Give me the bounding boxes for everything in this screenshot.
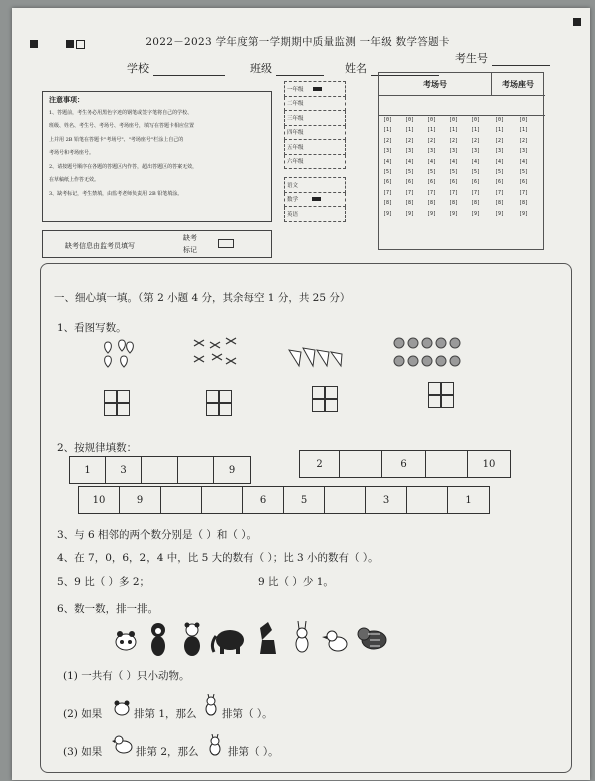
notes-heading: 注意事项： (49, 95, 84, 104)
sequence-cell[interactable]: 6 (243, 487, 284, 513)
animal-row (112, 620, 402, 660)
elephant-icon (212, 630, 244, 654)
sequence-cell[interactable] (178, 457, 214, 483)
class-field[interactable]: 班级 (250, 60, 324, 76)
question-1: 1、看图写数。 (57, 322, 127, 334)
notes-box (42, 91, 272, 222)
notes-line: 上并用 2B 铅笔在答题卡"考场号"、"考场座号"栏涂上自己的 (49, 136, 184, 143)
sequence-cell[interactable]: 6 (382, 451, 426, 477)
notes-line: 1、答题前，考生务必用黑色字迹的钢笔或签字笔将自己的学校、 (49, 109, 193, 116)
answer-box[interactable] (206, 390, 232, 416)
sequence-cell[interactable]: 9 (120, 487, 161, 513)
question-4: 4、在 7，0，6，2，4 中，比 5 大的数有（ ）；比 3 小的数有（ ）。 (57, 552, 379, 564)
sequence-cell[interactable]: 10 (482, 458, 496, 470)
question-6-2-part3: 排第（ ）。 (222, 708, 273, 720)
sequence-cell[interactable]: 9 (228, 464, 236, 476)
sequence-cell[interactable] (325, 487, 366, 513)
question-6-3-part3: 排第（ ）。 (228, 746, 279, 758)
question-3: 3、与 6 相邻的两个数分别是（ ）和（ ）。 (57, 529, 257, 541)
question-6-1: (1) 一共有（ ）只小动物。 (63, 670, 190, 682)
bubble-column[interactable]: [0] [1] [2] [3] [4] [5] [6] [7] [8] [9] (471, 117, 481, 217)
sequence-cell[interactable] (426, 451, 468, 477)
rabbit-icon (206, 734, 224, 756)
sequence-cell[interactable] (142, 457, 178, 483)
notes-line: 在草稿纸上作答无效。 (49, 177, 100, 183)
question-2: 2、按规律填数： (57, 442, 138, 454)
subject-cell[interactable]: 数学 (285, 192, 346, 207)
page-title: 2022－2023 学年度第一学期期中质量监测 一年级 数学答题卡 (145, 36, 450, 48)
panda-icon (116, 631, 136, 650)
school-field[interactable]: 学校 (127, 60, 225, 76)
circle-group-icon (392, 336, 472, 370)
absent-box (42, 230, 272, 258)
bubble-column[interactable]: [0] [1] [2] [3] [4] [5] [6] [7] [8] [9] (449, 117, 459, 217)
answer-box[interactable] (428, 382, 454, 408)
monkey-icon (151, 623, 165, 656)
absent-mark-label: 标记 (183, 246, 197, 254)
grade-cell[interactable]: 六年级 (285, 154, 346, 169)
sequence-cell[interactable] (202, 487, 243, 513)
answer-box[interactable] (104, 390, 130, 416)
rabbit-icon (296, 621, 308, 652)
panda-icon (184, 623, 200, 657)
grade-cell[interactable]: 四年级 (285, 125, 346, 140)
rabbit-icon (203, 694, 219, 716)
absent-mark-label: 缺考 (183, 234, 197, 242)
grade-cell[interactable]: 三年级 (285, 111, 346, 126)
subject-cell[interactable]: 语文 (285, 178, 346, 193)
sequence-cell[interactable]: 1 (70, 457, 106, 483)
question-6-2-part2: 排第 1，那么 (134, 708, 197, 720)
strawberry-group-icon (100, 334, 140, 374)
question-6: 6、数一数，排一排。 (57, 603, 159, 615)
bubble-sheet (378, 72, 544, 250)
pliers-group-icon (190, 334, 240, 374)
seat-number-header: 考场座号 (491, 73, 545, 96)
tiger-icon (358, 628, 386, 649)
notes-line: 考场号和考场座号。 (49, 150, 95, 156)
bubble-column[interactable]: [0] [1] [2] [3] [4] [5] [6] [7] [8] [9] (519, 117, 529, 217)
student-no-field[interactable]: 考生号 (455, 50, 550, 66)
name-field[interactable]: 姓名 (345, 60, 439, 76)
alignment-mark (573, 18, 581, 26)
sequence-row-3 (78, 486, 490, 514)
sequence-cell[interactable]: 3 (106, 457, 142, 483)
absent-checkbox[interactable] (218, 239, 234, 248)
absent-info-label: 缺考信息由监考员填写 (65, 242, 135, 250)
duck-icon (112, 734, 134, 754)
question-6-3-part1: (3) 如果 (63, 746, 103, 758)
sequence-row-1 (69, 456, 251, 484)
notes-line: 班级、姓名、考生号、考场号、考场座号，填写在答题卡相应位置 (49, 123, 195, 129)
sequence-cell[interactable] (161, 487, 202, 513)
question-6-2-part1: (2) 如果 (63, 708, 103, 720)
grade-cell[interactable]: 五年级 (285, 140, 346, 155)
notes-line: 3、缺考标记，考生禁填，由监考老师负责用 2B 铅笔填涂。 (49, 190, 183, 197)
duck-icon (322, 631, 347, 651)
section-heading: 一、细心填一填。（第 2 小题 4 分，其余每空 1 分，共 25 分） (54, 292, 351, 304)
sequence-row-2 (299, 450, 511, 478)
question-6-3-part2: 排第 2，那么 (136, 746, 199, 758)
sequence-cell[interactable]: 1 (465, 494, 472, 506)
room-number-header: 考场号 (379, 73, 492, 96)
bubble-column[interactable]: [0] [1] [2] [3] [4] [5] [6] [7] [8] [9] (427, 117, 437, 217)
grade-subject-table (284, 81, 346, 222)
bubble-column[interactable]: [0] [1] [2] [3] [4] [5] [6] [7] [8] [9] (405, 117, 415, 217)
horse-icon (260, 622, 276, 654)
sequence-cell[interactable] (407, 487, 448, 513)
sequence-cell[interactable]: 10 (79, 487, 120, 513)
sequence-cell[interactable]: 2 (300, 451, 340, 477)
grade-cell[interactable]: 二年级 (285, 96, 346, 111)
subject-cell[interactable]: 英语 (285, 207, 346, 222)
question-5b: 9 比（ ）少 1。 (258, 576, 334, 588)
notes-line: 2、请按题号顺序在各题的答题区内作答，超出答题区的答案无效， (49, 163, 198, 170)
sequence-cell[interactable] (340, 451, 382, 477)
bubble-column[interactable]: [0] [1] [2] [3] [4] [5] [6] [7] [8] [9] (383, 117, 393, 217)
sequence-cell[interactable]: 3 (366, 487, 407, 513)
question-5a: 5、9 比（ ）多 2； (57, 576, 151, 588)
bubble-column[interactable]: [0] [1] [2] [3] [4] [5] [6] [7] [8] [9] (495, 117, 505, 217)
sequence-cell[interactable]: 5 (284, 487, 325, 513)
panda-icon (113, 698, 131, 716)
answer-box[interactable] (312, 386, 338, 412)
carrot-group-icon (285, 344, 345, 372)
grade-cell[interactable]: 一年级 (285, 82, 346, 97)
